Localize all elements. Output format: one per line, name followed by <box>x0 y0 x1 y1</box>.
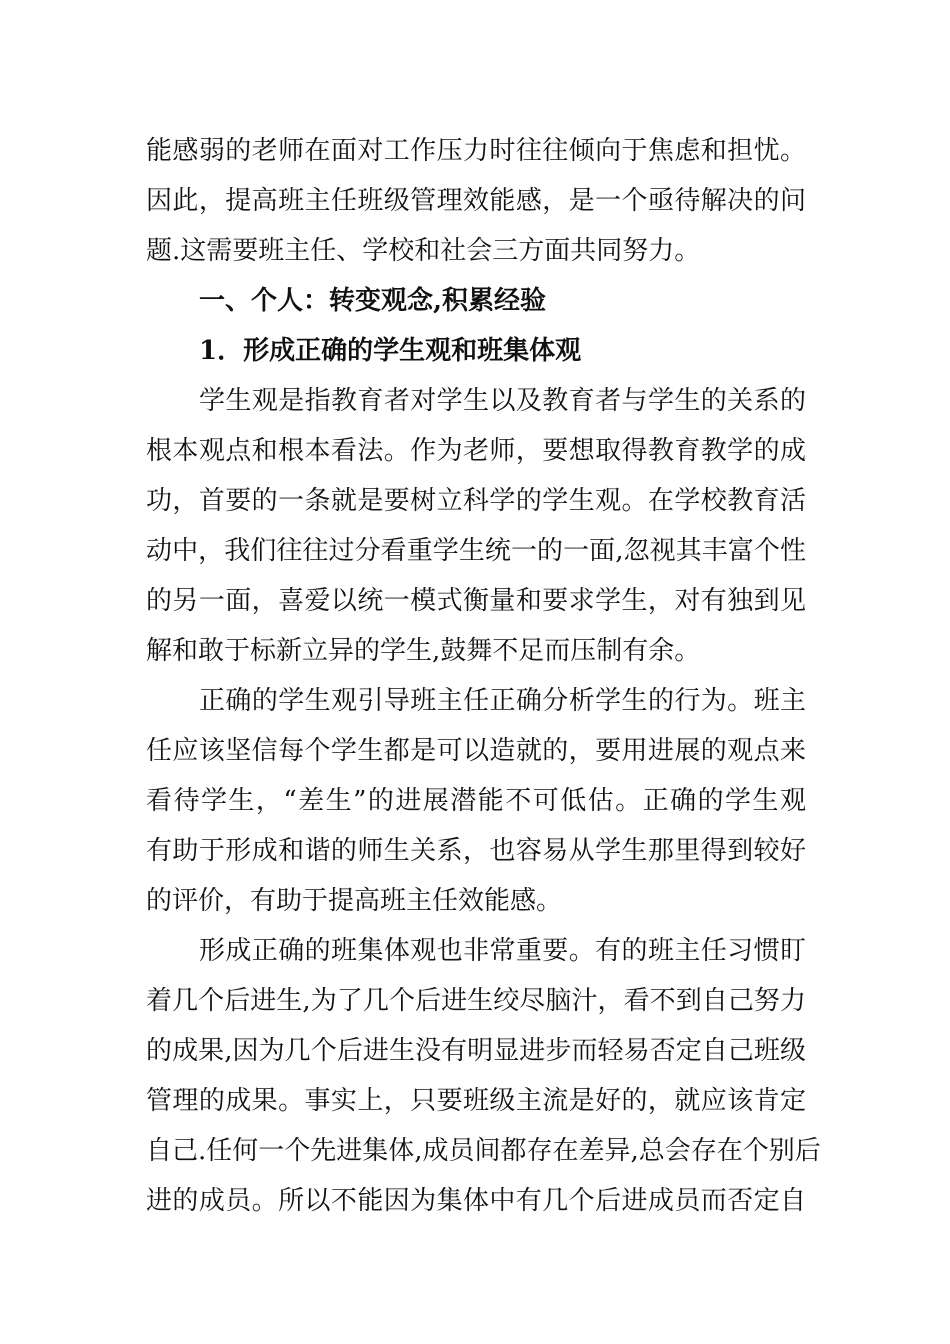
text-line: 正确的学生观引导班主任正确分析学生的行为。班主 <box>199 686 806 716</box>
text-line: 动中，我们往往过分看重学生统一的一面,忽视其丰富个性 <box>146 536 806 566</box>
text-line: 能感弱的老师在面对工作压力时往往倾向于焦虑和担忧。 <box>146 136 806 166</box>
text-line: 题.这需要班主任、学校和社会三方面共同努力。 <box>146 236 701 266</box>
text-line: 解和敢于标新立异的学生,鼓舞不足而压制有余。 <box>146 636 701 666</box>
text-line: 的评价，有助于提高班主任效能感。 <box>146 886 563 916</box>
text-line: 自己.任何一个先进集体,成员间都存在差异,总会存在个别后 <box>146 1136 821 1166</box>
text-line: 功，首要的一条就是要树立科学的学生观。在学校教育活 <box>146 486 806 516</box>
subsection-heading: 1．形成正确的学生观和班集体观 <box>199 336 582 366</box>
text-line: 根本观点和根本看法。作为老师，要想取得教育教学的成 <box>146 436 806 466</box>
text-line: 管理的成果。事实上，只要班级主流是好的，就应该肯定 <box>146 1086 806 1116</box>
text-line: 着几个后进生,为了几个后进生绞尽脑汁，看不到自己努力 <box>146 986 806 1016</box>
text-line: 任应该坚信每个学生都是可以造就的，要用进展的观点来 <box>146 736 806 766</box>
text-line: 有助于形成和谐的师生关系，也容易从学生那里得到较好 <box>146 836 806 866</box>
text-line: 学生观是指教育者对学生以及教育者与学生的关系的 <box>199 386 806 416</box>
section-heading: 一、个人：转变观念,积累经验 <box>199 286 547 316</box>
text-line: 看待学生，“差生”的进展潜能不可低估。正确的学生观 <box>146 786 806 816</box>
text-line: 进的成员。所以不能因为集体中有几个后进成员而否定自 <box>146 1186 806 1216</box>
text-line: 形成正确的班集体观也非常重要。有的班主任习惯盯 <box>199 936 806 966</box>
text-line: 的成果,因为几个后进生没有明显进步而轻易否定自己班级 <box>146 1036 806 1066</box>
text-line: 因此，提高班主任班级管理效能感，是一个亟待解决的问 <box>146 186 806 216</box>
text-line: 的另一面，喜爱以统一模式衡量和要求学生，对有独到见 <box>146 586 806 616</box>
